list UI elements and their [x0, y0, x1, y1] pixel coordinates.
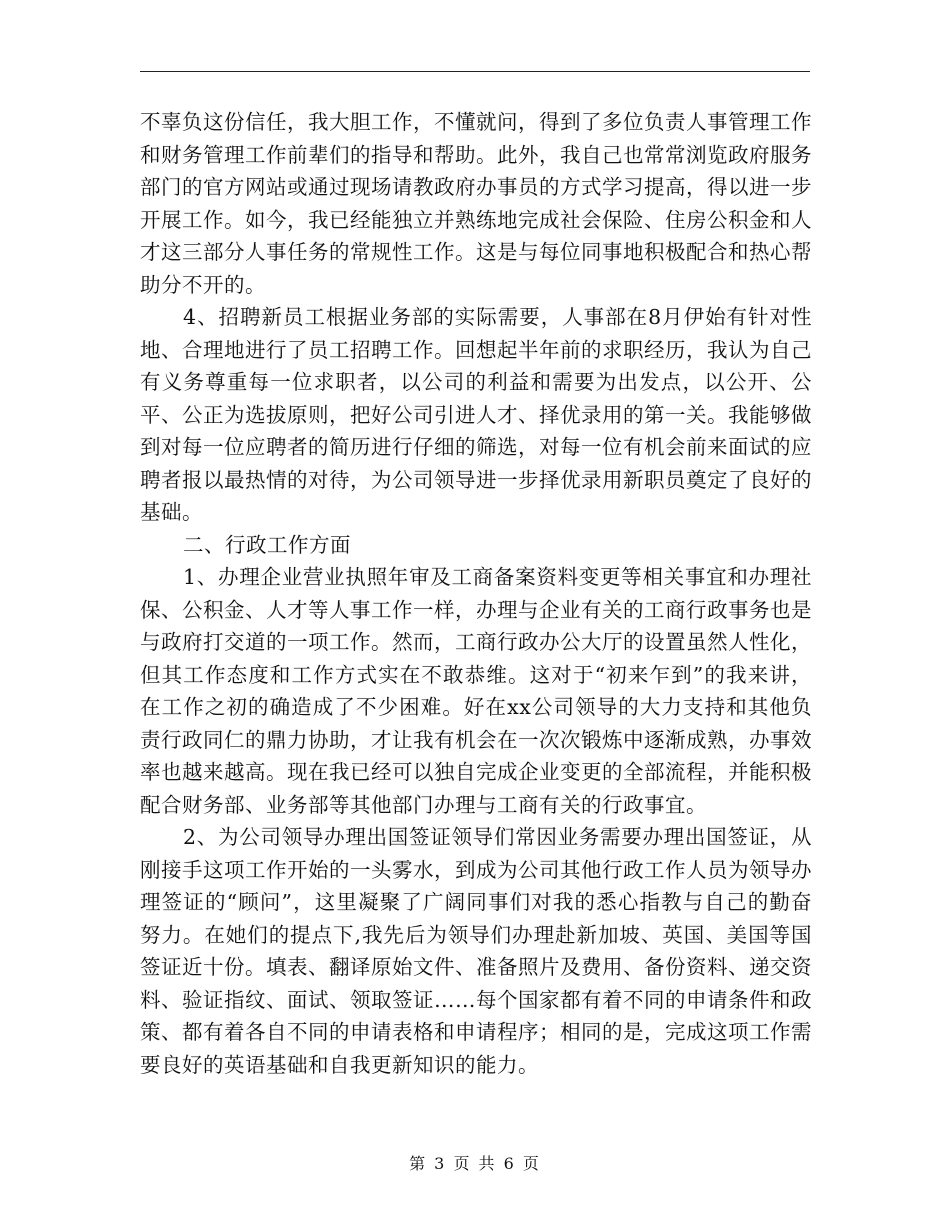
paragraph-visa: 2、为公司领导办理出国签证领导们常因业务需要办理出国签证，从刚接手这项工作开始的一头雾水，到成为公司其他行政工作人员为领导办理签证的“顾问”，这里凝聚了广阔同事们对我的悉心指教与自己的勤奋努力。在她们的提点下,我先后为领导们办理赴新加坡、英国、美国等国签证近十份。填表、翻译原始文件、准备照片及费用、备份资料、递交资料、验证指纹、面试、领取签证……每个国家都有着不同的申请条件和政策、都有着各自不同的申请表格和申请程序；相同的是，完成这项工作需要良好的英语基础和自我更新知识的能力。: [140, 825, 812, 1077]
paragraph-continuation: 不辜负这份信任，我大胆工作，不懂就问，得到了多位负责人事管理工作和财务管理工作前辈们的指导和帮助。此外，我自己也常常浏览政府服务部门的官方网站或通过现场请教政府办事员的方式学习提高，得以进一步开展工作。如今，我已经能独立并熟练地完成社会保险、住房公积金和人才这三部分人事任务的常规性工作。这是与每位同事地积极配合和热心帮助分不开的。: [140, 110, 812, 297]
header-rule: [140, 71, 810, 72]
document-body: [140, 106, 812, 1081]
section-heading-administration: 二、行政工作方面: [183, 532, 352, 557]
paragraph-business-license: 1、办理企业营业执照年审及工商备案资料变更等相关事宜和办理社保、公积金、人才等人事工作一样，办理与企业有关的工商行政事务也是与政府打交道的一项工作。然而，工商行政办公大厅的设置虽然人性化，但其工作态度和工作方式实在不敢恭维。这对于“初来乍到”的我来讲，在工作之初的确造成了不少困难。好在xx公司领导的大力支持和其他负责行政同仁的鼎力协助，才让我有机会在一次次锻炼中逐渐成熟，办事效率也越来越高。现在我已经可以独自完成企业变更的全部流程，并能积极配合财务部、业务部等其他部门办理与工商有关的行政事宜。: [140, 565, 812, 817]
paragraph-recruitment: 4、招聘新员工根据业务部的实际需要，人事部在8月伊始有针对性地、合理地进行了员工招聘工作。回想起半年前的求职经历，我认为自己有义务尊重每一位求职者，以公司的利益和需要为出发点，以公开、公平、公正为选拔原则，把好公司引进人才、择优录用的第一关。我能够做到对每一位应聘者的简历进行仔细的筛选，对每一位有机会前来面试的应聘者报以最热情的对待，为公司领导进一步择优录用新职员奠定了良好的基础。: [140, 305, 812, 524]
page-number-footer: 第 3 页 共 6 页: [409, 1154, 541, 1173]
